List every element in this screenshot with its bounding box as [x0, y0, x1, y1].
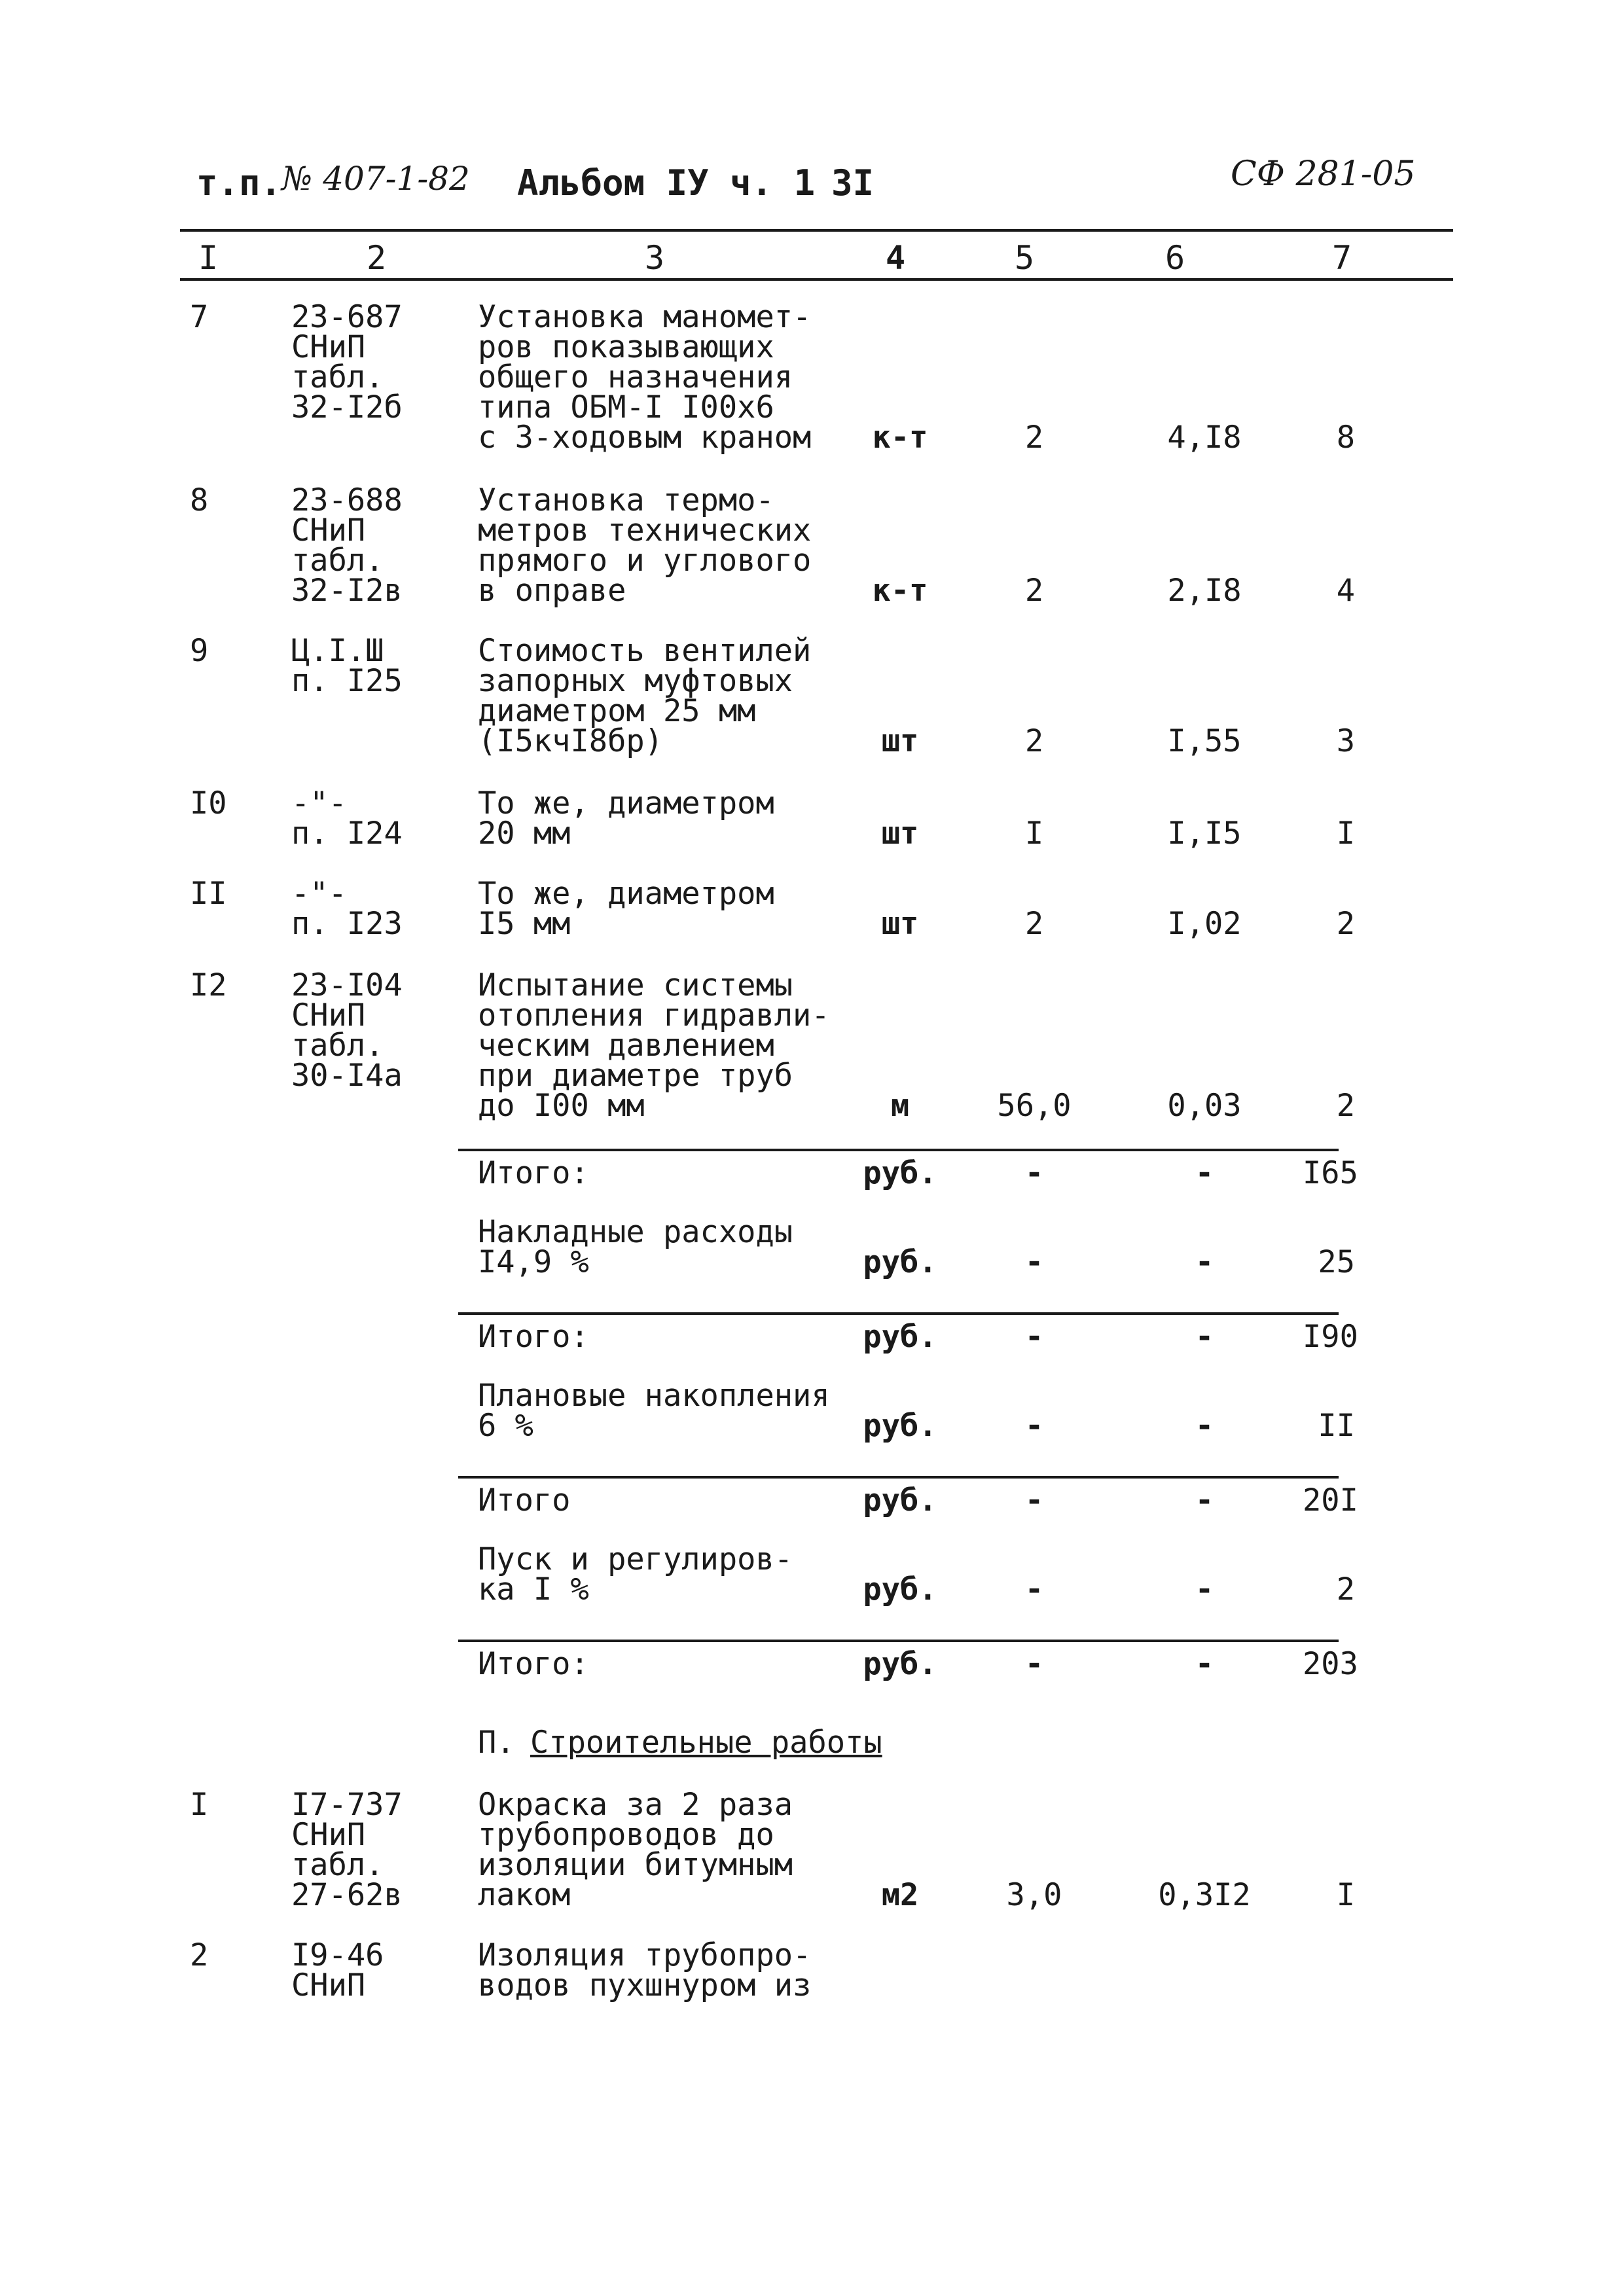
- row-code: 23-688 СНиП табл. 32-I2в: [291, 482, 403, 609]
- summary-price: -: [1195, 1571, 1214, 1607]
- column-header-1: I: [198, 239, 219, 277]
- row-unit: м: [890, 1088, 910, 1124]
- summary-price: -: [1195, 1646, 1214, 1682]
- row-code: -"- п. I24: [291, 785, 403, 852]
- row-code: 23-687 СНиП табл. 32-I2б: [291, 299, 403, 425]
- summary-total: 20I: [1303, 1482, 1358, 1518]
- summary-unit: руб.: [863, 1571, 937, 1607]
- column-header-2: 2: [366, 239, 387, 277]
- summary-quantity: -: [1024, 1571, 1044, 1607]
- summary-rule: [458, 1149, 1339, 1151]
- row-unit: к-т: [872, 420, 928, 456]
- section-title: Строительные работы: [530, 1725, 882, 1761]
- summary-quantity: -: [1024, 1319, 1044, 1355]
- summary-label: Итого:: [478, 1155, 589, 1191]
- summary-quantity: -: [1024, 1155, 1044, 1191]
- column-header-6: 6: [1164, 239, 1185, 277]
- summary-price: -: [1195, 1408, 1214, 1444]
- row-number: 2: [190, 1937, 209, 1973]
- summary-price: -: [1195, 1155, 1214, 1191]
- row-price: 2,I8: [1167, 573, 1242, 609]
- doc-code: СФ 281-05: [1231, 154, 1416, 194]
- summary-total: 25: [1318, 1244, 1355, 1280]
- row-code: 23-I04 СНиП табл. 30-I4а: [291, 967, 403, 1094]
- summary-unit: руб.: [863, 1244, 937, 1280]
- section-prefix: П.: [478, 1725, 515, 1761]
- row-price: 4,I8: [1167, 420, 1242, 456]
- summary-label: Накладные расходы I4,9 %: [478, 1214, 793, 1280]
- summary-quantity: -: [1024, 1408, 1044, 1444]
- row-number: 8: [190, 482, 209, 518]
- summary-price: -: [1195, 1482, 1214, 1518]
- row-total: 2: [1336, 1088, 1355, 1124]
- row-number: II: [190, 876, 227, 912]
- summary-unit: руб.: [863, 1482, 937, 1518]
- row-quantity: 2: [1024, 420, 1044, 456]
- row-price: I,55: [1167, 723, 1242, 759]
- row-description: То же, диаметром I5 мм: [478, 876, 774, 942]
- row-number: 9: [190, 633, 209, 669]
- summary-rule: [458, 1640, 1339, 1642]
- row-unit: шт: [881, 816, 919, 852]
- summary-total: 2: [1336, 1571, 1355, 1607]
- row-description: Изоляция трубопро- водов пухшнуром из: [478, 1937, 812, 2003]
- album-label: Альбом IУ ч. 1: [517, 162, 816, 204]
- row-number: 7: [190, 299, 209, 335]
- summary-total: I90: [1303, 1319, 1358, 1355]
- summary-quantity: -: [1024, 1244, 1044, 1280]
- column-header-3: 3: [644, 239, 665, 277]
- summary-total: 203: [1303, 1646, 1358, 1682]
- row-quantity: 2: [1024, 723, 1044, 759]
- summary-total: I65: [1303, 1155, 1358, 1191]
- row-total: 2: [1336, 906, 1355, 942]
- summary-unit: руб.: [863, 1646, 937, 1682]
- column-header-4: 4: [885, 239, 906, 277]
- row-code: Ц.I.Ш п. I25: [291, 633, 403, 699]
- row-code: -"- п. I23: [291, 876, 403, 942]
- row-quantity: 2: [1024, 906, 1044, 942]
- summary-price: -: [1195, 1319, 1214, 1355]
- row-number: I0: [190, 785, 227, 821]
- row-description: Установка маномет- ров показывающих общего назначения типа ОБМ-I I00х6 с 3-ходовым краном: [478, 299, 812, 456]
- row-price: 0,3I2: [1158, 1877, 1251, 1913]
- row-code: I7-737 СНиП табл. 27-62в: [291, 1787, 403, 1913]
- page-number: 3I: [831, 162, 875, 204]
- summary-label: Итого:: [478, 1646, 589, 1682]
- row-description: То же, диаметром 20 мм: [478, 785, 774, 852]
- row-price: I,I5: [1167, 816, 1242, 852]
- row-total: 8: [1336, 420, 1355, 456]
- summary-unit: руб.: [863, 1408, 937, 1444]
- row-unit: шт: [881, 723, 919, 759]
- row-number: I: [190, 1787, 209, 1823]
- row-unit: м2: [881, 1877, 919, 1913]
- row-quantity: 56,0: [997, 1088, 1072, 1124]
- row-quantity: 2: [1024, 573, 1044, 609]
- row-price: 0,03: [1167, 1088, 1242, 1124]
- summary-rule: [458, 1476, 1339, 1479]
- row-total: 3: [1336, 723, 1355, 759]
- summary-unit: руб.: [863, 1155, 937, 1191]
- table-head-rule: [180, 278, 1453, 281]
- summary-label: Плановые накопления 6 %: [478, 1378, 830, 1444]
- summary-price: -: [1195, 1244, 1214, 1280]
- row-description: Окраска за 2 раза трубопроводов до изоляции битумным лаком: [478, 1787, 793, 1913]
- row-unit: шт: [881, 906, 919, 942]
- row-total: 4: [1336, 573, 1355, 609]
- row-number: I2: [190, 967, 227, 1003]
- row-total: I: [1336, 1877, 1355, 1913]
- summary-total: II: [1318, 1408, 1355, 1444]
- table-top-rule: [180, 229, 1453, 232]
- row-unit: к-т: [872, 573, 928, 609]
- row-description: Стоимость вентилей запорных муфтовых диаметром 25 мм (I5кчI8бр): [478, 633, 812, 759]
- row-description: Установка термо- метров технических прямого и углового в оправе: [478, 482, 812, 609]
- doc-number: № 407-1-82: [281, 160, 470, 198]
- summary-quantity: -: [1024, 1646, 1044, 1682]
- summary-unit: руб.: [863, 1319, 937, 1355]
- row-code: I9-46 СНиП: [291, 1937, 384, 2003]
- summary-label: Пуск и регулиров- ка I %: [478, 1541, 793, 1607]
- doc-prefix: т.п.: [196, 162, 282, 204]
- summary-label: Итого: [478, 1482, 571, 1518]
- summary-rule: [458, 1312, 1339, 1315]
- row-quantity: 3,0: [1006, 1877, 1062, 1913]
- column-header-7: 7: [1331, 239, 1352, 277]
- summary-label: Итого:: [478, 1319, 589, 1355]
- summary-quantity: -: [1024, 1482, 1044, 1518]
- row-quantity: I: [1024, 816, 1044, 852]
- row-description: Испытание системы отопления гидравли- ческим давлением при диаметре труб до I00 мм: [478, 967, 830, 1124]
- row-price: I,02: [1167, 906, 1242, 942]
- column-header-5: 5: [1014, 239, 1035, 277]
- row-total: I: [1336, 816, 1355, 852]
